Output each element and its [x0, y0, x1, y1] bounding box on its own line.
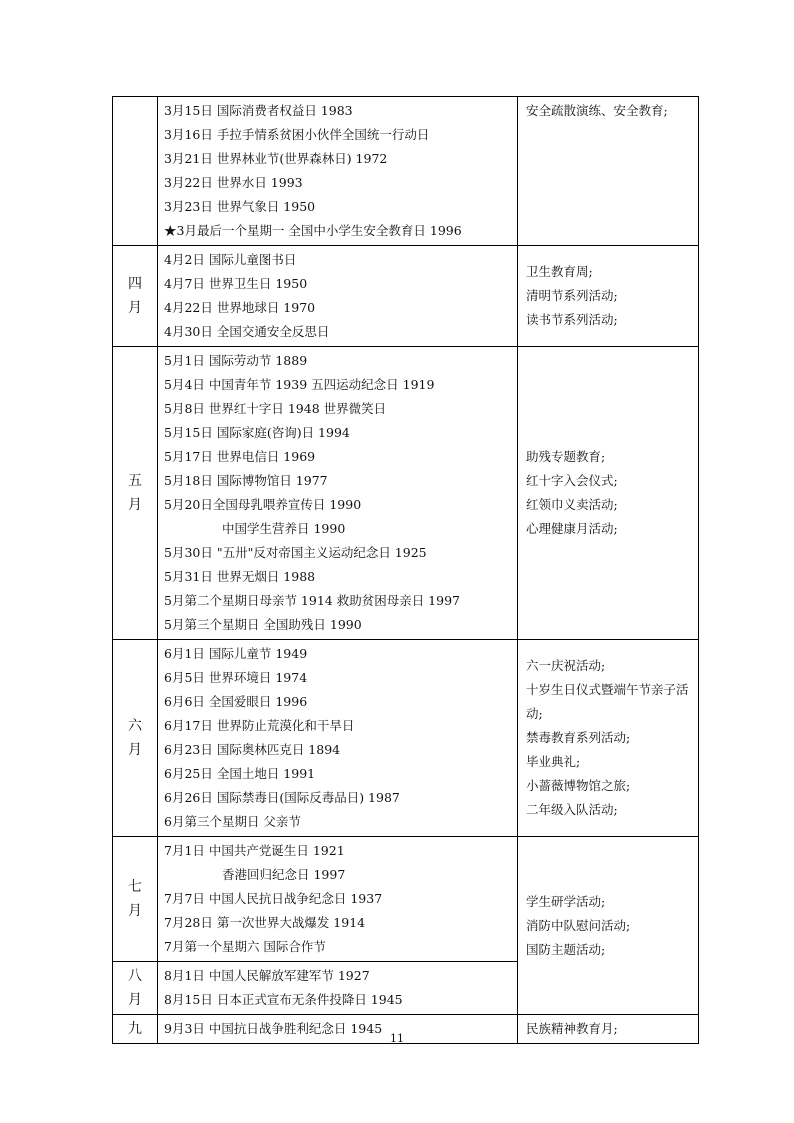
month-label: 月 — [128, 742, 142, 758]
event-item: 8月1日 中国人民解放军建军节 1927 — [164, 968, 370, 983]
event-item: 5月第二个星期日母亲节 1914 救助贫困母亲日 1997 — [164, 593, 460, 608]
activities-cell-may — [518, 347, 699, 640]
month-label: 八 — [128, 968, 142, 984]
month-label: 月 — [128, 903, 142, 919]
table-row-july — [113, 837, 699, 962]
month-cell-april — [113, 246, 158, 347]
table-row-april — [113, 246, 699, 347]
activity-item: 六一庆祝活动; — [526, 658, 606, 673]
event-item: 9月3日 中国抗日战争胜利纪念日 1945 — [164, 1021, 383, 1036]
month-label: 四 — [128, 276, 142, 292]
event-item: ★3月最后一个星期一 全国中小学生安全教育日 1996 — [164, 223, 462, 238]
activities-cell-july-august — [518, 837, 699, 1015]
event-item: 3月16日 手拉手情系贫困小伙伴全国统一行动日 — [164, 127, 430, 142]
event-item: 6月6日 全国爱眼日 1996 — [164, 694, 308, 709]
events-cell-may — [158, 347, 518, 640]
activity-item: 学生研学活动; — [526, 893, 606, 909]
event-item: 3月21日 世界林业节(世界森林日) 1972 — [164, 151, 388, 166]
event-item: 5月18日 国际博物馆日 1977 — [164, 473, 328, 488]
activity-item: 读书节系列活动; — [526, 312, 618, 327]
month-label: 月 — [128, 300, 142, 316]
page-number: 11 — [390, 1032, 404, 1045]
event-item: 中国学生营养日 1990 — [222, 521, 346, 536]
table-row-june — [113, 640, 699, 837]
event-item: 8月15日 日本正式宣布无条件投降日 1945 — [164, 992, 403, 1007]
event-item: 6月26日 国际禁毒日(国际反毒品日) 1987 — [164, 790, 400, 805]
event-item: 5月20日全国母乳喂养宣传日 1990 — [164, 497, 362, 512]
event-item: 6月5日 世界环境日 1974 — [164, 670, 308, 685]
event-item: 5月1日 国际劳动节 1889 — [164, 353, 308, 368]
event-item: 6月第三个星期日 父亲节 — [164, 814, 301, 829]
activity-item: 十岁生日仪式暨端午节亲子活动; — [526, 682, 689, 721]
month-cell-august — [113, 962, 158, 1015]
calendar-table — [112, 96, 699, 1044]
event-item: 6月23日 国际奥林匹克日 1894 — [164, 742, 341, 757]
activity-item: 清明节系列活动; — [526, 288, 618, 303]
activity-item: 卫生教育周; — [526, 264, 593, 279]
activity-item: 助残专题教育; — [526, 449, 606, 464]
activity-item: 禁毒教育系列活动; — [526, 730, 631, 745]
month-cell-july — [113, 837, 158, 962]
event-item: 4月30日 全国交通安全反思日 — [164, 324, 330, 339]
events-cell-march — [158, 97, 518, 246]
event-item: 6月25日 全国土地日 1991 — [164, 766, 316, 781]
events-cell-june — [158, 640, 518, 837]
event-item: 4月7日 世界卫生日 1950 — [164, 276, 308, 291]
month-label: 月 — [128, 992, 142, 1008]
month-label: 五 — [128, 473, 142, 489]
event-item: 7月1日 中国共产党诞生日 1921 — [164, 843, 345, 858]
events-cell-august — [158, 962, 518, 1015]
activity-item: 二年级入队活动; — [526, 802, 618, 817]
event-item: 6月17日 世界防止荒漠化和干旱日 — [164, 718, 355, 733]
activity-item: 消防中队慰问活动; — [526, 917, 631, 933]
month-label: 月 — [128, 497, 142, 513]
activities-cell-june — [518, 640, 699, 837]
event-item: 6月1日 国际儿童节 1949 — [164, 646, 308, 661]
activities-cell-april — [518, 246, 699, 347]
month-label: 七 — [128, 879, 142, 895]
table-row-may — [113, 347, 699, 640]
activity-item: 心理健康月活动; — [526, 521, 618, 536]
month-label: 九 — [128, 1021, 142, 1037]
month-cell-may — [113, 347, 158, 640]
activity-item: 小蔷薇博物馆之旅; — [526, 778, 631, 793]
activity-item: 红领巾义卖活动; — [526, 497, 618, 512]
event-item: 7月28日 第一次世界大战爆发 1914 — [164, 915, 366, 930]
events-cell-april — [158, 246, 518, 347]
activity-item: 国防主题活动; — [526, 941, 606, 957]
event-item: 5月31日 世界无烟日 1988 — [164, 569, 316, 584]
event-item: 3月23日 世界气象日 1950 — [164, 199, 316, 214]
event-item: 5月4日 中国青年节 1939 五四运动纪念日 1919 — [164, 377, 435, 392]
event-item: 3月15日 国际消费者权益日 1983 — [164, 103, 353, 118]
table-row-march — [113, 97, 699, 246]
activity-item: 安全疏散演练、安全教育; — [526, 103, 668, 118]
month-label: 六 — [128, 718, 142, 734]
activity-item: 红十字入会仪式; — [526, 473, 618, 488]
event-item: 7月7日 中国人民抗日战争纪念日 1937 — [164, 891, 383, 906]
month-cell-march — [113, 97, 158, 246]
event-item: 5月8日 世界红十字日 1948 世界微笑日 — [164, 401, 387, 416]
events-cell-july — [158, 837, 518, 962]
event-item: 5月第三个星期日 全国助残日 1990 — [164, 617, 362, 632]
activities-cell-march — [518, 97, 699, 246]
event-item: 5月15日 国际家庭(咨询)日 1994 — [164, 425, 350, 440]
event-item: 4月22日 世界地球日 1970 — [164, 300, 316, 315]
event-item: 5月30日 "五卅"反对帝国主义运动纪念日 1925 — [164, 545, 427, 560]
month-cell-june — [113, 640, 158, 837]
event-item: 4月2日 国际儿童图书日 — [164, 252, 297, 267]
event-item: 7月第一个星期六 国际合作节 — [164, 939, 326, 954]
event-item: 3月22日 世界水日 1993 — [164, 175, 303, 190]
activity-item: 民族精神教育月; — [526, 1021, 618, 1036]
event-item: 香港回归纪念日 1997 — [222, 867, 346, 882]
event-item: 5月17日 世界电信日 1969 — [164, 449, 316, 464]
activity-item: 毕业典礼; — [526, 754, 581, 769]
